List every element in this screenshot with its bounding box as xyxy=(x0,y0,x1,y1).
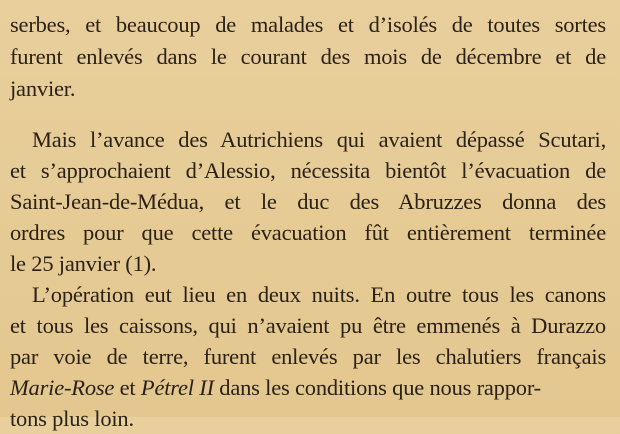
ship-name: Marie-Rose xyxy=(10,375,115,400)
text-line: Saint-Jean-de-Médua, et le duc des Abruzzes donna des xyxy=(10,189,606,214)
text-line: serbes, et beaucoup de malades et d’isolés de toutes sortes xyxy=(10,12,606,37)
text-fragment: dans les conditions que nous rappor- xyxy=(213,375,541,400)
text-line: par voie de terre, furent enlevés par les chalutiers français xyxy=(10,344,606,369)
text-line: janvier. xyxy=(10,76,76,101)
ship-name: Pétrel II xyxy=(140,375,214,400)
text-line: ordres pour que cette évacuation fût entièrement terminée xyxy=(10,220,606,245)
text-line: le 25 janvier (1). xyxy=(10,251,157,276)
text-line: tons plus loin. xyxy=(10,406,134,431)
text-line: Mais l’avance des Autrichiens qui avaient dépassé Scutari, xyxy=(32,127,606,152)
text-line: furent enlevés dans le courant des mois de décembre et de xyxy=(10,44,606,69)
text-line: L’opération eut lieu en deux nuits. En outre tous les canons xyxy=(32,282,606,307)
text-line: et s’approchaient d’Alessio, nécessita bientôt l’évacuation de xyxy=(10,158,606,183)
text-fragment: et xyxy=(114,375,141,400)
text-line: et tous les caissons, qui n’avaient pu être emmenés à Durazzo xyxy=(10,313,606,338)
text-line xyxy=(10,373,606,403)
